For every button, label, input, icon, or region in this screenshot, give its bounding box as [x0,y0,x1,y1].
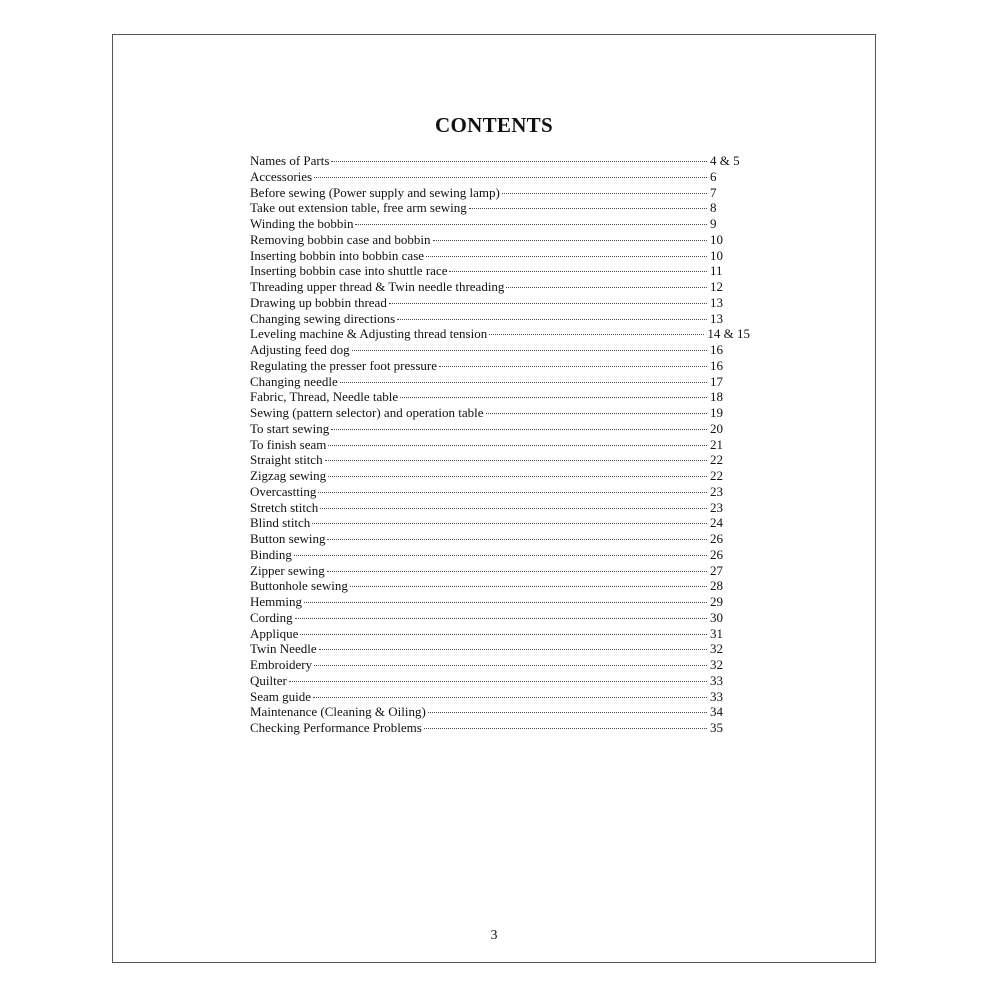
toc-entry [250,500,750,516]
toc-entry-label: Take out extension table, free arm sewing [250,200,467,216]
toc-entry-page: 11 [710,263,723,279]
toc-entry [250,515,750,531]
toc-entry-label: Zigzag sewing [250,468,327,483]
toc-entry-page: 24 [710,515,723,531]
toc-entry-page: 7 [710,184,717,200]
toc-dot-leader [314,665,707,666]
toc-entry-label: Leveling machine & Adjusting thread tension [250,326,488,342]
toc-entry-page: 16 [710,357,723,373]
toc-entry-label: Stretch stitch [250,499,319,515]
toc-entry [250,326,750,342]
toc-entry [250,232,750,248]
document-page [112,34,876,963]
toc-dot-leader [328,476,707,477]
toc-entry-page: 10 [710,231,723,247]
toc-dot-leader [313,697,707,698]
toc-dot-leader [331,161,707,162]
toc-entry [250,358,750,374]
toc-entry [250,342,750,358]
toc-entry [250,405,750,421]
toc-entry-page: 16 [710,342,723,357]
toc-dot-leader [428,712,707,713]
page-title: CONTENTS [435,113,553,137]
toc-entry [250,200,750,216]
toc-dot-leader [319,649,707,650]
toc-dot-leader [506,287,707,288]
toc-entry [250,626,750,642]
toc-dot-leader [312,523,707,524]
toc-entry [250,311,750,327]
toc-entry-label: Quilter [250,672,287,688]
toc-entry [250,263,750,279]
toc-entry [250,295,750,311]
toc-entry [250,689,750,705]
toc-entry-page: 29 [710,594,723,609]
toc-entry [250,452,750,468]
toc-dot-leader [502,193,707,194]
toc-entry-page: 13 [710,310,723,326]
toc-entry-label: Threading upper thread & Twin needle threading [250,279,505,294]
toc-entry-label: Checking Performance Problems [250,720,422,735]
toc-entry-label: Winding the bobbin [250,216,354,231]
toc-entry-page: 12 [710,279,723,294]
toc-entry-label: Hemming [250,594,302,609]
toc-dot-leader [289,681,707,682]
toc-entry-page: 21 [710,436,723,452]
toc-dot-leader [400,397,707,398]
toc-entry-label: Inserting bobbin into bobbin case [250,247,425,263]
toc-dot-leader [424,728,707,729]
toc-entry [250,720,750,736]
toc-dot-leader [389,303,707,304]
toc-entry-page: 23 [710,499,723,515]
toc-entry [250,153,750,169]
toc-entry-label: Sewing (pattern selector) and operation table [250,405,484,420]
toc-entry-label: Applique [250,625,299,641]
toc-entry-label: To finish seam [250,436,327,452]
toc-entry-page: 8 [710,200,717,216]
toc-entry-page: 32 [710,641,723,657]
toc-entry-page: 14 & 15 [707,326,750,342]
toc-entry-label: Blind stitch [250,515,311,531]
toc-entry [250,484,750,500]
toc-dot-leader [327,539,707,540]
toc-entry-label: Accessories [250,168,313,184]
toc-dot-leader [320,508,707,509]
toc-entry-label: Overcastting [250,483,317,499]
toc-entry-label: Removing bobbin case and bobbin [250,231,431,247]
toc-dot-leader [328,445,707,446]
toc-entry-page: 26 [710,546,723,562]
toc-dot-leader [355,224,707,225]
toc-entry [250,216,750,232]
toc-entry-label: Binding [250,546,292,562]
toc-entry-label: Drawing up bobbin thread [250,294,387,310]
toc-entry-label: To start sewing [250,420,330,436]
toc-dot-leader [449,271,707,272]
toc-entry [250,610,750,626]
toc-entry-label: Seam guide [250,688,312,704]
toc-entry-page: 35 [710,720,723,735]
toc-dot-leader [318,492,707,493]
toc-dot-leader [352,350,707,351]
toc-entry-label: Adjusting feed dog [250,342,350,357]
toc-entry-label: Fabric, Thread, Needle table [250,389,399,405]
toc-entry-page: 23 [710,483,723,499]
toc-dot-leader [397,319,707,320]
toc-dot-leader [327,571,707,572]
toc-dot-leader [439,366,707,367]
toc-entry-page: 10 [710,247,723,263]
toc-entry [250,563,750,579]
toc-entry-page: 22 [710,468,723,483]
toc-dot-leader [325,460,707,461]
page-number: 3 [490,928,498,943]
toc-entry-label: Regulating the presser foot pressure [250,357,438,373]
toc-entry-page: 30 [710,609,723,625]
toc-dot-leader [486,413,707,414]
toc-dot-leader [340,382,707,383]
toc-entry-page: 13 [710,294,723,310]
toc-entry [250,531,750,547]
toc-entry-label: Cording [250,609,293,625]
toc-entry-page: 27 [710,562,723,578]
toc-entry-label: Maintenance (Cleaning & Oiling) [250,704,426,720]
toc-entry-label: Changing sewing directions [250,310,396,326]
toc-entry-page: 22 [710,452,723,468]
toc-entry-page: 6 [710,168,717,184]
toc-entry [250,421,750,437]
toc-dot-leader [294,555,707,556]
toc-entry [250,468,750,484]
toc-entry-label: Straight stitch [250,452,323,468]
toc-entry-label: Changing needle [250,373,338,389]
toc-entry-label: Before sewing (Power supply and sewing lamp) [250,184,500,200]
toc-entry-label: Zipper sewing [250,562,325,578]
toc-entry [250,374,750,390]
toc-entry-page: 33 [710,688,723,704]
toc-entry [250,389,750,405]
toc-entry [250,594,750,610]
toc-entry [250,641,750,657]
toc-dot-leader [489,334,704,335]
toc-dot-leader [469,208,707,209]
toc-entry-page: 17 [710,373,723,389]
toc-entry-page: 34 [710,704,723,720]
toc-entry-page: 4 & 5 [710,153,740,168]
toc-dot-leader [331,429,707,430]
toc-entry [250,279,750,295]
toc-entry [250,704,750,720]
toc-entry [250,657,750,673]
toc-dot-leader [314,177,707,178]
toc-entry-page: 32 [710,657,723,672]
toc-entry-label: Names of Parts [250,153,330,168]
toc-entry [250,248,750,264]
table-of-contents [250,153,750,736]
toc-dot-leader [300,634,707,635]
toc-entry-label: Button sewing [250,531,326,546]
toc-entry-page: 26 [710,531,723,546]
toc-entry [250,547,750,563]
toc-entry-label: Inserting bobbin case into shuttle race [250,263,448,279]
toc-entry [250,169,750,185]
toc-entry-page: 9 [710,216,717,231]
toc-entry-label: Buttonhole sewing [250,578,348,594]
toc-dot-leader [426,256,707,257]
toc-entry-label: Embroidery [250,657,313,672]
toc-entry-label: Twin Needle [250,641,317,657]
toc-entry-page: 33 [710,672,723,688]
toc-dot-leader [433,240,707,241]
toc-dot-leader [350,586,707,587]
toc-entry-page: 20 [710,420,723,436]
toc-entry-page: 31 [710,625,723,641]
toc-entry-page: 19 [710,405,723,420]
toc-entry [250,185,750,201]
toc-entry [250,437,750,453]
toc-entry [250,673,750,689]
toc-dot-leader [304,602,707,603]
toc-entry-page: 18 [710,389,723,405]
toc-entry-page: 28 [710,578,723,594]
toc-dot-leader [295,618,707,619]
toc-entry [250,578,750,594]
